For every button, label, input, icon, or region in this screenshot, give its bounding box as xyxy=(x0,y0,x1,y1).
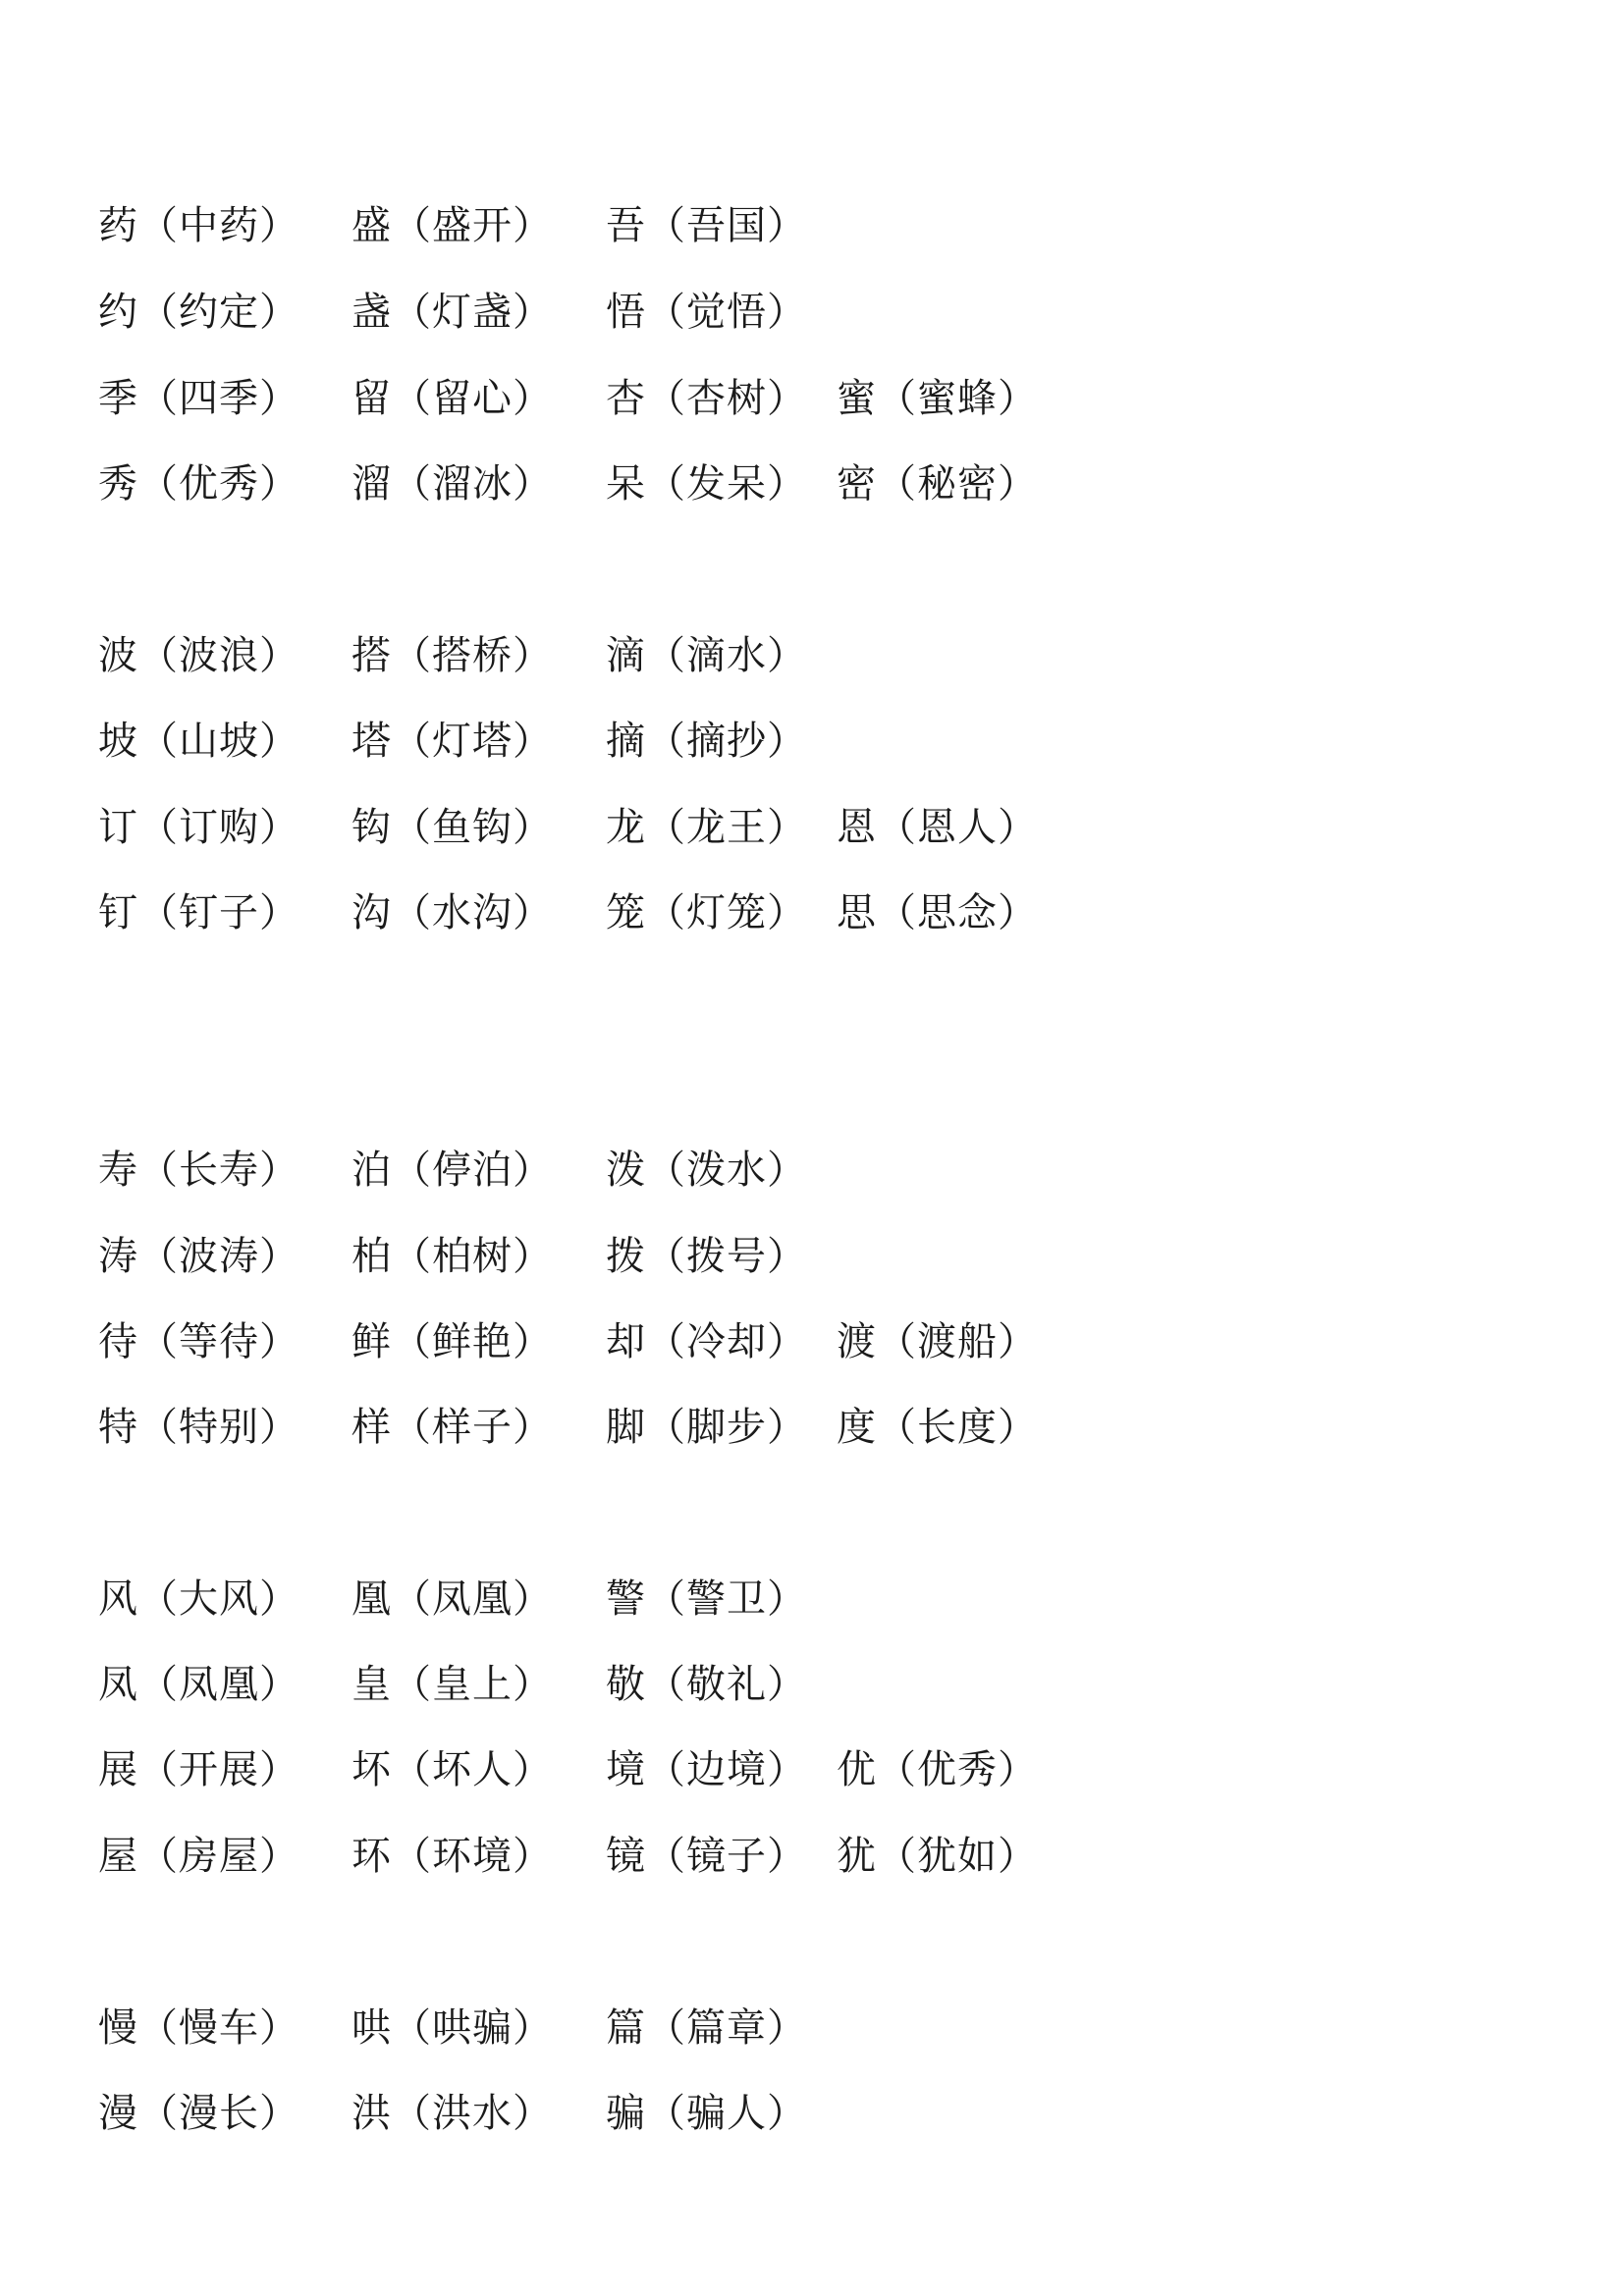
word-entry: 屋（房屋） xyxy=(98,1834,299,1879)
word-row xyxy=(0,283,1624,342)
word-entry: 沟（水沟） xyxy=(352,890,553,935)
word-entry: 拨（拨号） xyxy=(606,1234,807,1279)
word-entry: 恩（恩人） xyxy=(837,805,1038,850)
word-entry: 药（中药） xyxy=(98,203,299,248)
word-entry: 溜（溜冰） xyxy=(352,461,553,507)
word-row xyxy=(0,626,1624,685)
word-entry: 凰（凤凰） xyxy=(352,1576,553,1622)
word-entry: 密（秘密） xyxy=(837,461,1038,507)
word-entry: 盏（灯盏） xyxy=(352,290,553,335)
word-entry: 柏（柏树） xyxy=(352,1234,553,1279)
word-row xyxy=(0,1398,1624,1457)
word-entry: 洪（洪水） xyxy=(352,2091,553,2136)
word-entry: 优（优秀） xyxy=(837,1747,1038,1792)
word-entry: 订（订购） xyxy=(98,805,299,850)
word-entry: 杏（杏树） xyxy=(606,376,807,421)
word-entry: 镜（镜子） xyxy=(606,1834,807,1879)
word-entry: 泼（泼水） xyxy=(606,1148,807,1193)
word-entry: 境（边境） xyxy=(606,1747,807,1792)
word-entry: 风（大风） xyxy=(98,1576,299,1622)
word-row xyxy=(0,883,1624,942)
word-entry: 渡（渡船） xyxy=(837,1319,1038,1364)
word-entry: 犹（犹如） xyxy=(837,1834,1038,1879)
word-entry: 秀（优秀） xyxy=(98,461,299,507)
word-row xyxy=(0,1999,1624,2057)
word-entry: 滴（滴水） xyxy=(606,633,807,678)
word-entry: 塔（灯塔） xyxy=(352,719,553,764)
word-entry: 呆（发呆） xyxy=(606,461,807,507)
word-entry: 篇（篇章） xyxy=(606,2005,807,2051)
word-entry: 样（样子） xyxy=(352,1405,553,1450)
word-entry: 钩（鱼钩） xyxy=(352,805,553,850)
word-entry: 笼（灯笼） xyxy=(606,890,807,935)
word-entry: 吾（吾国） xyxy=(606,203,807,248)
word-row xyxy=(0,1570,1624,1629)
word-entry: 特（特别） xyxy=(98,1405,299,1450)
word-entry: 涛（波涛） xyxy=(98,1234,299,1279)
word-row xyxy=(0,1141,1624,1200)
word-entry: 度（长度） xyxy=(837,1405,1038,1450)
word-entry: 坡（山坡） xyxy=(98,719,299,764)
word-entry: 鲜（鲜艳） xyxy=(352,1319,553,1364)
word-entry: 敬（敬礼） xyxy=(606,1662,807,1707)
word-entry: 寿（长寿） xyxy=(98,1148,299,1193)
word-row xyxy=(0,454,1624,513)
word-row xyxy=(0,2084,1624,2143)
word-row xyxy=(0,369,1624,428)
word-entry: 留（留心） xyxy=(352,376,553,421)
word-entry: 思（思念） xyxy=(837,890,1038,935)
word-entry: 约（约定） xyxy=(98,290,299,335)
word-entry: 泊（停泊） xyxy=(352,1148,553,1193)
word-entry: 盛（盛开） xyxy=(352,203,553,248)
word-entry: 凤（凤凰） xyxy=(98,1662,299,1707)
word-entry: 龙（龙王） xyxy=(606,805,807,850)
word-entry: 坏（坏人） xyxy=(352,1747,553,1792)
word-entry: 展（开展） xyxy=(98,1747,299,1792)
word-entry: 悟（觉悟） xyxy=(606,290,807,335)
word-entry: 却（冷却） xyxy=(606,1319,807,1364)
word-row xyxy=(0,1312,1624,1371)
word-row xyxy=(0,1740,1624,1799)
word-row xyxy=(0,196,1624,255)
word-entry: 哄（哄骗） xyxy=(352,2005,553,2051)
word-entry: 蜜（蜜蜂） xyxy=(837,376,1038,421)
word-entry: 搭（搭桥） xyxy=(352,633,553,678)
word-entry: 脚（脚步） xyxy=(606,1405,807,1450)
word-entry: 波（波浪） xyxy=(98,633,299,678)
word-entry: 环（环境） xyxy=(352,1834,553,1879)
word-entry: 摘（摘抄） xyxy=(606,719,807,764)
word-row xyxy=(0,712,1624,771)
word-entry: 慢（慢车） xyxy=(98,2005,299,2051)
word-entry: 待（等待） xyxy=(98,1319,299,1364)
word-entry: 漫（漫长） xyxy=(98,2091,299,2136)
word-row xyxy=(0,1827,1624,1886)
word-row xyxy=(0,1655,1624,1714)
word-entry: 皇（皇上） xyxy=(352,1662,553,1707)
word-entry: 警（警卫） xyxy=(606,1576,807,1622)
word-entry: 季（四季） xyxy=(98,376,299,421)
word-row xyxy=(0,798,1624,857)
word-entry: 骗（骗人） xyxy=(606,2091,807,2136)
word-row xyxy=(0,1227,1624,1286)
word-entry: 钉（钉子） xyxy=(98,890,299,935)
